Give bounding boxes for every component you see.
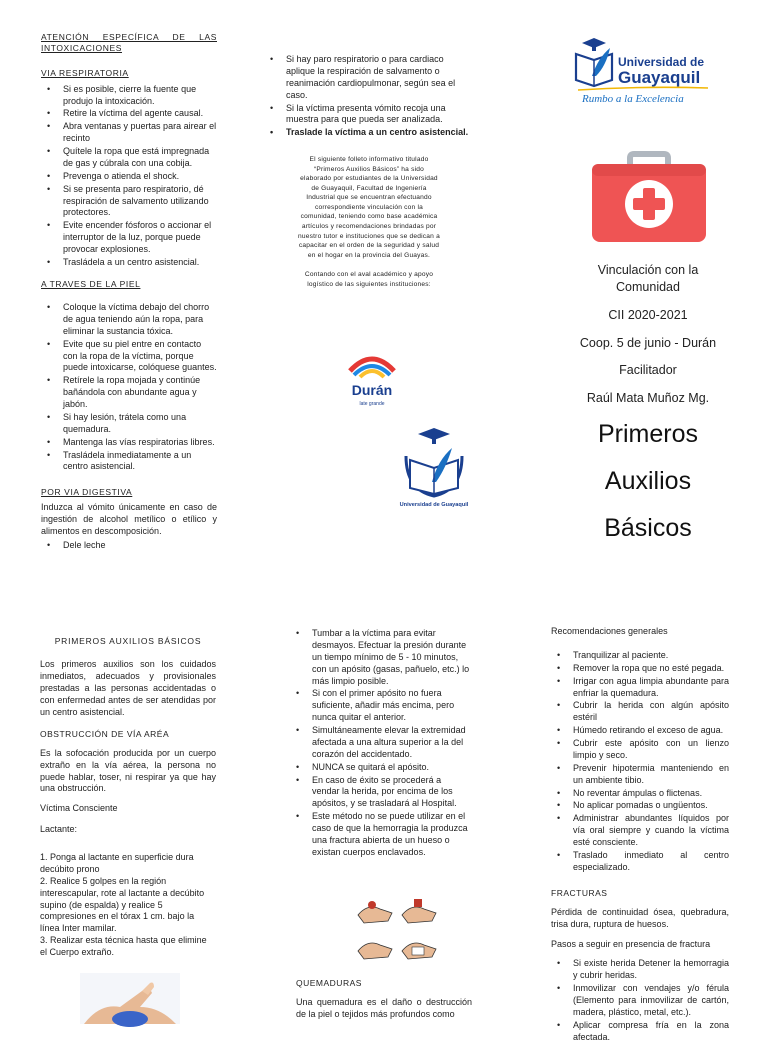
list-item: • Si con el primer apósito no fuera suficiente, añadir más encima, pero nunca quitar el anterior.: [290, 688, 470, 724]
list-item: • Tranquilizar al paciente.: [551, 650, 729, 662]
ug-logo-line1: Universidad de: [618, 55, 705, 69]
ug-small-logo: [394, 424, 474, 510]
fracturas-list: [551, 958, 729, 1043]
list-item: • Húmedo retirando el exceso de agua.: [551, 725, 729, 737]
list-item: • Mantenga las vías respiratorias libres.: [41, 437, 217, 449]
cover-title-line1: Primeros: [597, 420, 698, 448]
intro-text: Los primeros auxilios son los cuidados inmediatos, adecuados y provisionales prestadas a las personas accidentadas o con enfermedad antes de ser atendidas por un centro asistencial.: [40, 659, 216, 717]
intoxicaciones-title: ATENCIÓN ESPECÍFICA DE LAS INTOXICACIONES: [41, 32, 217, 54]
list-item: • No aplicar pomadas o ungüentos.: [551, 800, 729, 812]
hemorrhage-steps-image: [352, 893, 442, 975]
list-item: • Evite que su piel entre en contacto con la ropa de la víctima, porque puede intoxicarse, colóquese guantes.: [41, 339, 217, 375]
list-item: • Retírele la ropa mojada y continúe bañándola con abundante agua y jabón.: [41, 375, 217, 411]
digestiva-heading: POR VIA DIGESTIVA: [41, 487, 133, 498]
facilitador-label: Facilitador: [619, 363, 677, 377]
ug-main-logo: [572, 36, 712, 106]
list-item: • Quítele la ropa que está impregnada de gas y cúbrala con una cobija.: [41, 146, 217, 170]
primeros-auxilios-heading: PRIMEROS AUXILIOS BÁSICOS: [54, 636, 202, 646]
obstruccion-text: Es la sofocación producida por un cuerpo extraño en la vía aérea, la persona no puede hablar, toser, ni respirar ya que hay una obstrucción.: [40, 747, 216, 794]
list-item: • Tumbar a la víctima para evitar desmayos. Efectuar la presión durante un tiempo mínimo de 5 - 10 minutos, con un apósito (gasas, pañuelo, etc.) lo más limpio posible.: [290, 628, 470, 687]
facilitador-name: Raúl Mata Muñoz Mg.: [586, 390, 710, 405]
list-item: • Simultáneamente elevar la extremidad afectada a una altura superior a la del corazón del accidentado.: [290, 725, 470, 761]
duran-logo: [340, 345, 404, 409]
cooperativa-text: Coop. 5 de junio - Durán: [579, 335, 717, 350]
panel-recomendaciones-intox: [264, 54, 470, 354]
cover-panel: [560, 262, 736, 552]
list-item: • Remover la ropa que no esté pegada.: [551, 663, 729, 675]
panel-hemorragias: [290, 628, 470, 888]
list-item: • Cubrir la herida con algún apósito estéril: [551, 700, 729, 724]
via-respiratoria-list: [41, 84, 217, 269]
list-item: • Administrar abundantes líquidos por vía oral siempre y cuando la víctima esté consciente.: [551, 813, 729, 849]
ug-small-text: Universidad de Guayaquil: [399, 502, 469, 508]
list-item: • Retire la víctima del agente causal.: [41, 108, 217, 120]
list-item: • Si hay lesión, trátela como una quemadura.: [41, 412, 217, 436]
quemaduras-section: [296, 978, 472, 1024]
fracturas-text: Pérdida de continuidad ósea, quebradura, trisa dura, ruptura de huesos.: [551, 906, 729, 929]
list-item: • Si existe herida Detener la hemorragia y cubrir heridas.: [551, 958, 729, 982]
list-item: • Traslade la víctima a un centro asistencial.: [264, 127, 470, 139]
duran-tagline: late grande: [359, 401, 385, 407]
digestiva-list: [41, 540, 217, 552]
quemaduras-heading: QUEMADURAS: [296, 978, 362, 988]
list-item: • Prevenga o atienda el shock.: [41, 171, 217, 183]
fracturas-heading: FRACTURAS: [551, 887, 608, 898]
list-item: • Irrigar con agua limpia abundante para enfriar la quemadura.: [551, 676, 729, 700]
first-aid-kit-icon: [590, 152, 708, 244]
piel-list: [41, 302, 217, 473]
list-item: • Cubrir este apósito con un lienzo limpio y seco.: [551, 738, 729, 762]
list-item: • Prevenir hipotermia manteniendo en un ambiente tibio.: [551, 763, 729, 787]
list-item: • NUNCA se quitará el apósito.: [290, 762, 470, 774]
recomendaciones-list: [551, 650, 729, 874]
list-item: • Trasládela a un centro asistencial.: [41, 257, 217, 269]
via-respiratoria-heading: VIA RESPIRATORIA: [41, 68, 129, 79]
list-item: • Traslado inmediato al centro especializado.: [551, 850, 729, 874]
list-item: • Este método no se puede utilizar en el caso de que la hemorragia la produzca una fractura abierta de un hueso o existan cuerpos enclavados.: [290, 811, 470, 859]
quemaduras-text: Una quemadura es el daño o destrucción de la piel o tejidos más profundos como: [296, 997, 472, 1020]
duran-logo-text: Durán: [351, 382, 393, 398]
hemorragia-list: [290, 628, 470, 859]
list-item: • Dele leche: [41, 540, 217, 552]
list-item: • Si la víctima presenta vómito recoja una muestra para que pueda ser analizada.: [264, 103, 470, 127]
list-item: • Si es posible, cierre la fuente que produjo la intoxicación.: [41, 84, 217, 108]
list-item: • Aplicar compresa fría en la zona afectada.: [551, 1020, 729, 1044]
cover-title-line2: Auxilios: [604, 467, 692, 495]
step-1: 1. Ponga al lactante en superficie dura decúbito prono: [40, 852, 194, 874]
list-item: • Si se presenta paro respiratorio, dé respiración de salvamento utilizando protectores.: [41, 184, 217, 220]
piel-heading: A TRAVES DE LA PIEL: [41, 278, 141, 289]
infant-first-aid-image: [80, 973, 180, 1024]
pasos-text: Pasos a seguir en presencia de fractura: [551, 938, 711, 949]
step-3: 3. Realizar esta técnica hasta que elimine el Cuerpo extraño.: [40, 935, 207, 958]
step-2: 2. Realice 5 golpes en la región interescapular, rote al lactante a decúbito supino (de espalda) y realice 5 compresiones en el tórax 1 cm. bajo la línea Inter mamilar.: [40, 875, 205, 934]
cover-title-line3: Básicos: [604, 514, 692, 542]
list-item: • Abra ventanas y puertas para airear el recinto: [41, 121, 217, 145]
panel-recomendaciones-generales: [551, 626, 729, 1042]
panel-intoxicaciones: [41, 32, 217, 560]
panel2-list: [264, 54, 470, 139]
victima-consciente: Víctima Consciente: [40, 803, 118, 814]
obstruccion-heading: OBSTRUCCIÓN DE VÍA ARÉA: [40, 728, 170, 739]
list-item: • Inmovilizar con vendajes y/o férula (Elemento para inmovilizar de cartón, madera, plástico, metal, etc.).: [551, 983, 729, 1019]
list-item: • Evite encender fósforos o accionar el interruptor de la luz, porque puede provocar explosiones.: [41, 220, 217, 256]
list-item: • Si hay paro respiratorio o para cardiaco aplique la respiración de salvamento o reanimación cardiopulmonar, según sea el caso.: [264, 54, 470, 102]
list-item: • Trasládela inmediatamente a un centro asistencial.: [41, 450, 217, 474]
info-text: El siguiente folleto informativo titulado “Primeros Auxilios Básicos” ha sido elaborado por estudiantes de la Universidad de Guayaquil, Facultad de Ingeniería Industrial que se encuentran efectuando correspondiente vinculación con la comunidad, teniendo como base académica artículos y recomendaciones brindadas por nuestro tutor e instituciones que se dedican a capacitar en el orden de la seguridad y salud en el hogar en la provincia del Guayas.: [298, 156, 440, 259]
recomendaciones-heading: Recomendaciones generales: [551, 626, 668, 636]
periodo-text: CII 2020-2021: [608, 308, 688, 322]
panel-primeros-auxilios: [40, 636, 216, 972]
list-item: • No reventar ámpulas o flictenas.: [551, 788, 729, 800]
ug-logo-line2: Guayaquil: [618, 68, 701, 87]
aval-text: Contando con el aval académico y apoyo logístico de las siguientes instituciones:: [304, 271, 434, 288]
lactante-label: Lactante:: [40, 824, 78, 835]
ug-logo-slogan: Rumbo a la Excelencia: [582, 93, 684, 105]
list-item: • En caso de éxito se procederá a vendar la herida, por encima de los apósitos, y se trasladará al Hospital.: [290, 775, 470, 811]
list-item: • Coloque la víctima debajo del chorro de agua teniendo aún la ropa, para eliminar la sustancia tóxica.: [41, 302, 217, 338]
vinculacion-text: Vinculación con la Comunidad: [597, 263, 699, 294]
digestiva-text: Induzca al vómito únicamente en caso de ingestión de alcohol metílico o etílico y alimentos en descomposición.: [41, 502, 217, 537]
